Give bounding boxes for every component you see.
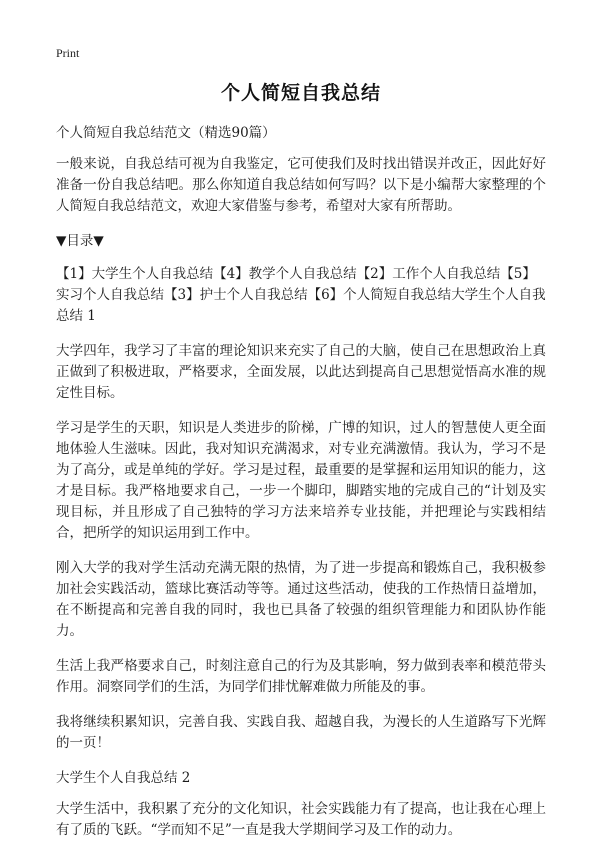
body-paragraph: 我将继续积累知识，完善自我、实践自我、超越自我，为漫长的人生道路写下光辉的一页！ [56, 714, 546, 751]
toc-item-teaching[interactable]: 【4】教学个人自我总结 [213, 266, 357, 282]
body-paragraph: 大学四年，我学习了丰富的理论知识来充实了自己的大脑，使自己在思想政治上真正做到了积极进取，严格要求，全面发展，以此达到提高自己思想觉悟高水准的规定性目标。 [56, 343, 546, 401]
table-of-contents [56, 264, 546, 327]
body-paragraph: 学习是学生的天职，知识是人类进步的阶梯，广博的知识，过人的智慧使人更全面地体验人生滋味。因此，我对知识充满渴求，对专业充满激情。我认为，学习不是为了高分，或是单纯的学好。学习是过程，最重要的是掌握和运用知识的能力，这才是目标。我严格地要求自己，一步一个脚印，脚踏实地的完成自己的“计划及实现目标，并且形成了自己独特的学习方法来培养专业技能，并把理论与实践相结合，把所学的知识运用到工作中。 [56, 420, 546, 541]
document-subtitle: 个人简短自我总结范文（精选90篇） [56, 125, 276, 141]
page-title: 个人简短自我总结 [220, 82, 381, 104]
body-paragraph: 生活上我严格要求自己，时刻注意自己的行为及其影响，努力做到表率和模范带头作用。洞察同学们的生活，为同学们排忧解难做力所能及的事。 [56, 658, 546, 695]
section-2-title: 大学生个人自我总结 2 [56, 770, 191, 786]
body-paragraph: 刚入大学的我对学生活动充满无限的热情，为了进一步提高和锻炼自己，我积极参加社会实践活动，篮球比赛活动等等。通过这些活动，使我的工作热情日益增加，在不断提高和完善自我的同时，我也已具备了较强的组织管理能力和团队协作能力。 [56, 560, 546, 639]
print-link[interactable]: Print [56, 46, 80, 60]
toc-heading: ▼目录▼ [56, 233, 104, 249]
section-1-title: 大学生个人自我总结 1 [56, 287, 546, 324]
toc-item-university-student[interactable]: 【1】大学生个人自我总结 [56, 266, 214, 282]
toc-item-nurse[interactable]: 【3】护士个人自我总结 [164, 287, 308, 303]
toc-item-work[interactable]: 【2】工作个人自我总结 [356, 266, 501, 282]
toc-item-internship[interactable]: 【5】实习个人自我总结 [56, 266, 536, 303]
body-paragraph: 大学生活中，我积累了充分的文化知识，社会实践能力有了提高，也让我在心理上有了质的飞跃。“学而知不足”一直是我大学期间学习及工作的动力。 [56, 801, 546, 838]
document-body [56, 78, 546, 855]
intro-paragraph: 一般来说，自我总结可视为自我鉴定，它可使我们及时找出错误并改正，因此好好准备一份自我总结吧。那么你知道自我总结如何写吗？以下是小编帮大家整理的个人简短自我总结范文，欢迎大家借鉴与参考，希望对大家有所帮助。 [56, 156, 546, 214]
toc-item-short-personal[interactable]: 【6】个人简短自我总结 [307, 287, 452, 303]
